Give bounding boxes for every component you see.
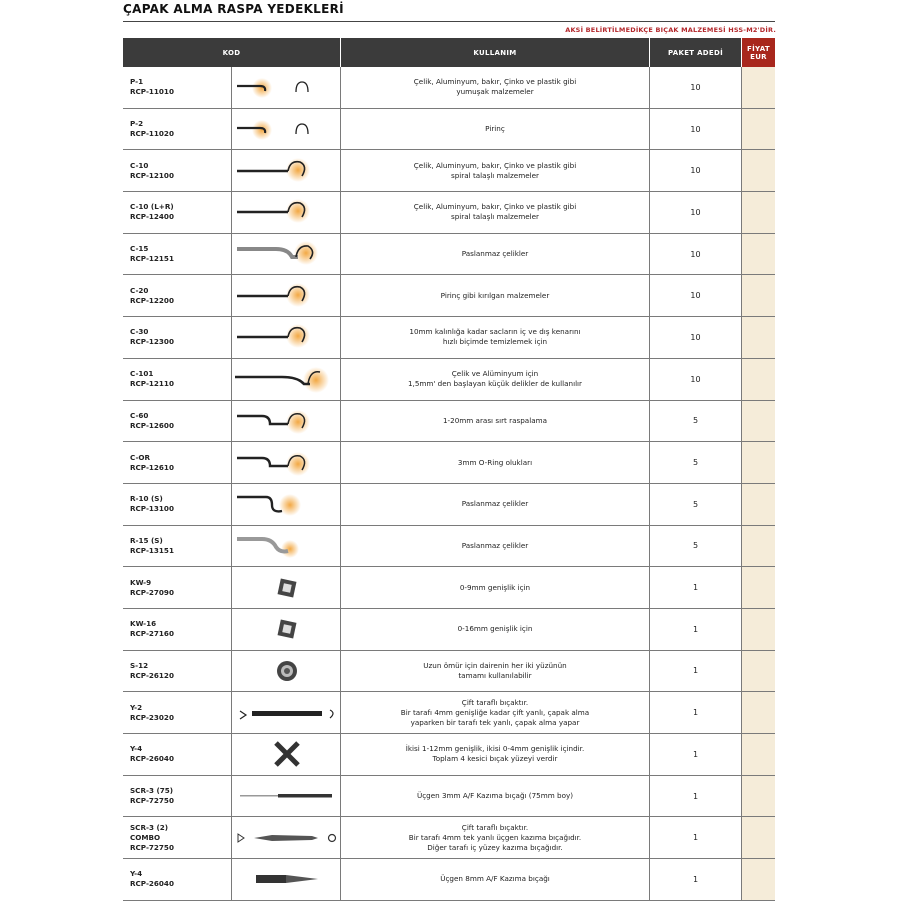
package-quantity: 1 — [650, 859, 742, 901]
blade-double-icon — [232, 696, 342, 730]
price-cell[interactable] — [742, 567, 776, 609]
product-code — [123, 567, 232, 609]
product-code-line: C-20 — [130, 285, 149, 295]
package-quantity: 1 — [650, 775, 742, 817]
product-usage — [341, 192, 650, 234]
product-code — [123, 525, 232, 567]
product-code-line: RCP-72750 — [130, 842, 174, 852]
product-usage — [341, 317, 650, 359]
table-row — [123, 317, 775, 359]
insert-x-icon — [232, 737, 342, 771]
product-image — [232, 67, 341, 108]
product-code-line: RCP-12110 — [130, 379, 174, 389]
spare-blades-table — [123, 38, 775, 901]
table-row — [123, 275, 775, 317]
product-image — [232, 483, 341, 525]
package-quantity: 1 — [650, 567, 742, 609]
usage-line: hızlı biçimde temizlemek için — [442, 337, 548, 347]
product-usage — [341, 817, 650, 859]
product-code-line: RCP-26040 — [130, 754, 174, 764]
package-quantity: 5 — [650, 525, 742, 567]
product-usage — [341, 859, 650, 901]
package-quantity: 10 — [650, 358, 742, 400]
product-usage — [341, 483, 650, 525]
product-code-line: Y-2 — [130, 702, 143, 712]
product-code — [123, 734, 232, 776]
package-quantity: 1 — [650, 650, 742, 692]
product-code-line: RCP-12400 — [130, 212, 174, 222]
price-cell[interactable] — [742, 192, 776, 234]
product-code-line: RCP-12151 — [130, 254, 174, 264]
table-row — [123, 817, 775, 859]
product-image — [232, 692, 341, 734]
product-image — [232, 567, 341, 609]
product-code-line: Y-4 — [130, 744, 143, 754]
product-code — [123, 400, 232, 442]
product-image — [232, 233, 341, 275]
table-row — [123, 525, 775, 567]
product-image — [232, 192, 341, 234]
blade-p-hook-icon — [232, 70, 342, 104]
table-row — [123, 108, 775, 150]
product-code-line: RCP-13100 — [130, 504, 174, 514]
usage-line: spiral talaşlı malzemeler — [451, 170, 539, 180]
product-code-line: RCP-12100 — [130, 170, 174, 180]
product-code-line: S-12 — [130, 660, 149, 670]
product-code-line: RCP-11010 — [130, 87, 174, 97]
insert-square-icon — [232, 571, 342, 605]
product-code — [123, 650, 232, 692]
price-cell[interactable] — [742, 525, 776, 567]
product-image — [232, 525, 341, 567]
product-code-line: RCP-26120 — [130, 670, 174, 680]
insert-round-icon — [232, 654, 342, 688]
material-note: AKSİ BELİRTİLMEDİKÇE BIÇAK MALZEMESİ HSS-M2'DİR. — [565, 26, 776, 34]
package-quantity: 10 — [650, 192, 742, 234]
blade-c-icon — [232, 320, 342, 354]
table-row — [123, 442, 775, 484]
product-code — [123, 317, 232, 359]
product-image — [232, 442, 341, 484]
product-code-line: Y-4 — [130, 869, 143, 879]
product-image — [232, 400, 341, 442]
product-usage — [341, 275, 650, 317]
product-code — [123, 442, 232, 484]
product-usage — [341, 108, 650, 150]
price-cell[interactable] — [742, 150, 776, 192]
product-usage — [341, 67, 650, 108]
blade-c-icon — [232, 154, 342, 188]
product-usage — [341, 358, 650, 400]
price-cell[interactable] — [742, 692, 776, 734]
package-quantity: 10 — [650, 150, 742, 192]
usage-line: 1,5mm' den başlayan küçük delikler de kullanılır — [407, 379, 583, 389]
usage-line: Çelik ve Alüminyum için — [451, 369, 539, 379]
scraper-combo-icon — [232, 821, 342, 855]
product-code-line: P-1 — [130, 77, 144, 87]
product-image — [232, 358, 341, 400]
product-code — [123, 483, 232, 525]
page-title: ÇAPAK ALMA RASPA YEDEKLERİ — [123, 2, 344, 16]
usage-line: Uzun ömür için dairenin her iki yüzünün — [423, 660, 567, 670]
table-row — [123, 608, 775, 650]
product-usage — [341, 400, 650, 442]
price-cell[interactable] — [742, 859, 776, 901]
blade-c-icon — [232, 195, 342, 229]
table-row — [123, 775, 775, 817]
usage-line: Pirinç gibi kırılgan malzemeler — [440, 290, 550, 300]
product-code-line: RCP-27090 — [130, 587, 174, 597]
product-code-line: C-10 (L+R) — [130, 202, 174, 212]
package-quantity: 5 — [650, 442, 742, 484]
package-quantity: 1 — [650, 692, 742, 734]
price-cell[interactable] — [742, 775, 776, 817]
product-image — [232, 817, 341, 859]
table-row — [123, 150, 775, 192]
product-code-line: RCP-12600 — [130, 420, 174, 430]
usage-line: Paslanmaz çelikler — [461, 499, 529, 509]
product-code-line: RCP-12610 — [130, 462, 174, 472]
table-row — [123, 192, 775, 234]
usage-line: Üçgen 8mm A/F Kazıma bıçağı — [440, 874, 550, 884]
usage-line: 1-20mm arası sırt raspalama — [442, 415, 548, 425]
product-usage — [341, 150, 650, 192]
usage-line: Üçgen 3mm A/F Kazıma bıçağı (75mm boy) — [416, 791, 574, 801]
price-cell[interactable] — [742, 400, 776, 442]
table-row — [123, 692, 775, 734]
table-header-row — [123, 38, 775, 67]
price-cell[interactable] — [742, 608, 776, 650]
product-code — [123, 817, 232, 859]
package-quantity: 5 — [650, 483, 742, 525]
usage-line: Paslanmaz çelikler — [461, 249, 529, 259]
product-usage — [341, 442, 650, 484]
table-row — [123, 859, 775, 901]
product-image — [232, 859, 341, 901]
header-kod: KOD — [123, 38, 341, 67]
usage-line: Çift taraflı bıçaktır. — [461, 697, 529, 707]
package-quantity: 10 — [650, 317, 742, 359]
table-row — [123, 233, 775, 275]
title-divider — [123, 21, 775, 22]
blade-c-icon — [232, 279, 342, 313]
price-cell[interactable] — [742, 358, 776, 400]
price-cell[interactable] — [742, 233, 776, 275]
table-row — [123, 483, 775, 525]
price-cell[interactable] — [742, 442, 776, 484]
price-cell[interactable] — [742, 275, 776, 317]
table-row — [123, 67, 775, 108]
insert-square-icon — [232, 612, 342, 646]
usage-line: Pirinç — [485, 124, 505, 134]
product-code-line: RCP-12200 — [130, 295, 174, 305]
usage-line: 10mm kalınlığa kadar sacların iç ve dış kenarını — [409, 327, 581, 337]
table-row — [123, 734, 775, 776]
table-row — [123, 400, 775, 442]
header-paket-adedi: PAKET ADEDİ — [650, 38, 742, 67]
product-code — [123, 150, 232, 192]
blade-c-wide-icon — [232, 237, 342, 271]
product-code-line: P-2 — [130, 119, 144, 129]
product-usage — [341, 692, 650, 734]
product-code — [123, 108, 232, 150]
blade-c-bent-icon — [232, 404, 342, 438]
price-cell[interactable] — [742, 67, 776, 108]
blade-c-bent-icon — [232, 446, 342, 480]
price-cell[interactable] — [742, 817, 776, 859]
price-cell[interactable] — [742, 317, 776, 359]
package-quantity: 1 — [650, 817, 742, 859]
package-quantity: 1 — [650, 734, 742, 776]
product-code-line: C-10 — [130, 160, 149, 170]
usage-line: tamamı kullanılabilir — [458, 670, 532, 680]
product-code-line: RCP-72750 — [130, 796, 174, 806]
product-code — [123, 358, 232, 400]
usage-line: yaparken bir tarafı tek yanlı, çapak alma yapar — [410, 717, 580, 727]
product-code-line: C-101 — [130, 369, 154, 379]
usage-line: 3mm O-Ring olukları — [457, 457, 533, 467]
product-image — [232, 775, 341, 817]
product-code — [123, 859, 232, 901]
header-kullanim: KULLANIM — [341, 38, 650, 67]
price-cell[interactable] — [742, 734, 776, 776]
product-image — [232, 608, 341, 650]
product-code — [123, 275, 232, 317]
blade-c-long-icon — [232, 362, 342, 396]
package-quantity: 10 — [650, 233, 742, 275]
product-code-line: KW-16 — [130, 619, 157, 629]
usage-line: Toplam 4 kesici bıçak yüzeyi verdir — [432, 754, 558, 764]
blade-r-wide-icon — [232, 529, 342, 563]
product-usage — [341, 608, 650, 650]
usage-line: yumuşak malzemeler — [456, 87, 534, 97]
product-code-line: C-60 — [130, 410, 149, 420]
usage-line: spiral talaşlı malzemeler — [451, 212, 539, 222]
product-code-line: RCP-26040 — [130, 879, 174, 889]
product-image — [232, 650, 341, 692]
product-code — [123, 192, 232, 234]
product-code-line: RCP-13151 — [130, 545, 174, 555]
usage-line: Paslanmaz çelikler — [461, 540, 529, 550]
product-code-line: COMBO — [130, 832, 161, 842]
table-row — [123, 567, 775, 609]
product-usage — [341, 775, 650, 817]
usage-line: İkisi 1-12mm genişlik, ikisi 0-4mm genişlik içindir. — [405, 744, 585, 754]
header-fiyat-eur: FİYAT EUR — [742, 38, 776, 67]
product-code — [123, 67, 232, 108]
price-cell[interactable] — [742, 108, 776, 150]
usage-line: 0-16mm genişlik için — [457, 624, 533, 634]
product-code-line: SCR-3 (2) — [130, 822, 169, 832]
usage-line: Çelik, Aluminyum, bakır, Çinko ve plastik gibi — [413, 202, 577, 212]
product-code-line: SCR-3 (75) — [130, 786, 174, 796]
product-image — [232, 275, 341, 317]
usage-line: Bir tarafı 4mm genişliğe kadar çift yanlı, çapak alma — [400, 707, 590, 717]
usage-line: Bir tarafı 4mm tek yanlı üçgen kazıma bıçağıdır. — [408, 832, 582, 842]
usage-line: 0-9mm genişlik için — [459, 582, 531, 592]
product-image — [232, 317, 341, 359]
product-code-line: R-10 (S) — [130, 494, 163, 504]
product-usage — [341, 567, 650, 609]
package-quantity: 10 — [650, 108, 742, 150]
product-code-line: RCP-12300 — [130, 337, 174, 347]
product-code-line: RCP-23020 — [130, 712, 174, 722]
price-cell[interactable] — [742, 650, 776, 692]
product-code-line: C-15 — [130, 244, 149, 254]
product-usage — [341, 233, 650, 275]
price-cell[interactable] — [742, 483, 776, 525]
usage-line: Çelik, Aluminyum, bakır, Çinko ve plastik gibi — [413, 77, 577, 87]
usage-line: Çelik, Aluminyum, bakır, Çinko ve plastik gibi — [413, 160, 577, 170]
product-code — [123, 233, 232, 275]
product-code-line: R-15 (S) — [130, 535, 163, 545]
product-code-line: C-OR — [130, 452, 151, 462]
product-image — [232, 108, 341, 150]
product-usage — [341, 525, 650, 567]
product-code — [123, 775, 232, 817]
package-quantity: 1 — [650, 608, 742, 650]
product-code — [123, 692, 232, 734]
product-code — [123, 608, 232, 650]
product-usage — [341, 734, 650, 776]
scraper-thin-icon — [232, 779, 342, 813]
package-quantity: 10 — [650, 275, 742, 317]
product-code-line: KW-9 — [130, 577, 152, 587]
table-row — [123, 358, 775, 400]
product-image — [232, 150, 341, 192]
product-image — [232, 734, 341, 776]
package-quantity: 5 — [650, 400, 742, 442]
usage-line: Diğer tarafı iç yüzey kazıma bıçağıdır. — [427, 842, 563, 852]
product-code-line: C-30 — [130, 327, 149, 337]
scraper-triangle-icon — [232, 862, 342, 896]
package-quantity: 10 — [650, 67, 742, 108]
usage-line: Çift taraflı bıçaktır. — [461, 822, 529, 832]
product-usage — [341, 650, 650, 692]
product-code-line: RCP-11020 — [130, 129, 174, 139]
table-row — [123, 650, 775, 692]
product-code-line: RCP-27160 — [130, 629, 174, 639]
blade-p-hook-icon — [232, 112, 342, 146]
blade-r-icon — [232, 487, 342, 521]
